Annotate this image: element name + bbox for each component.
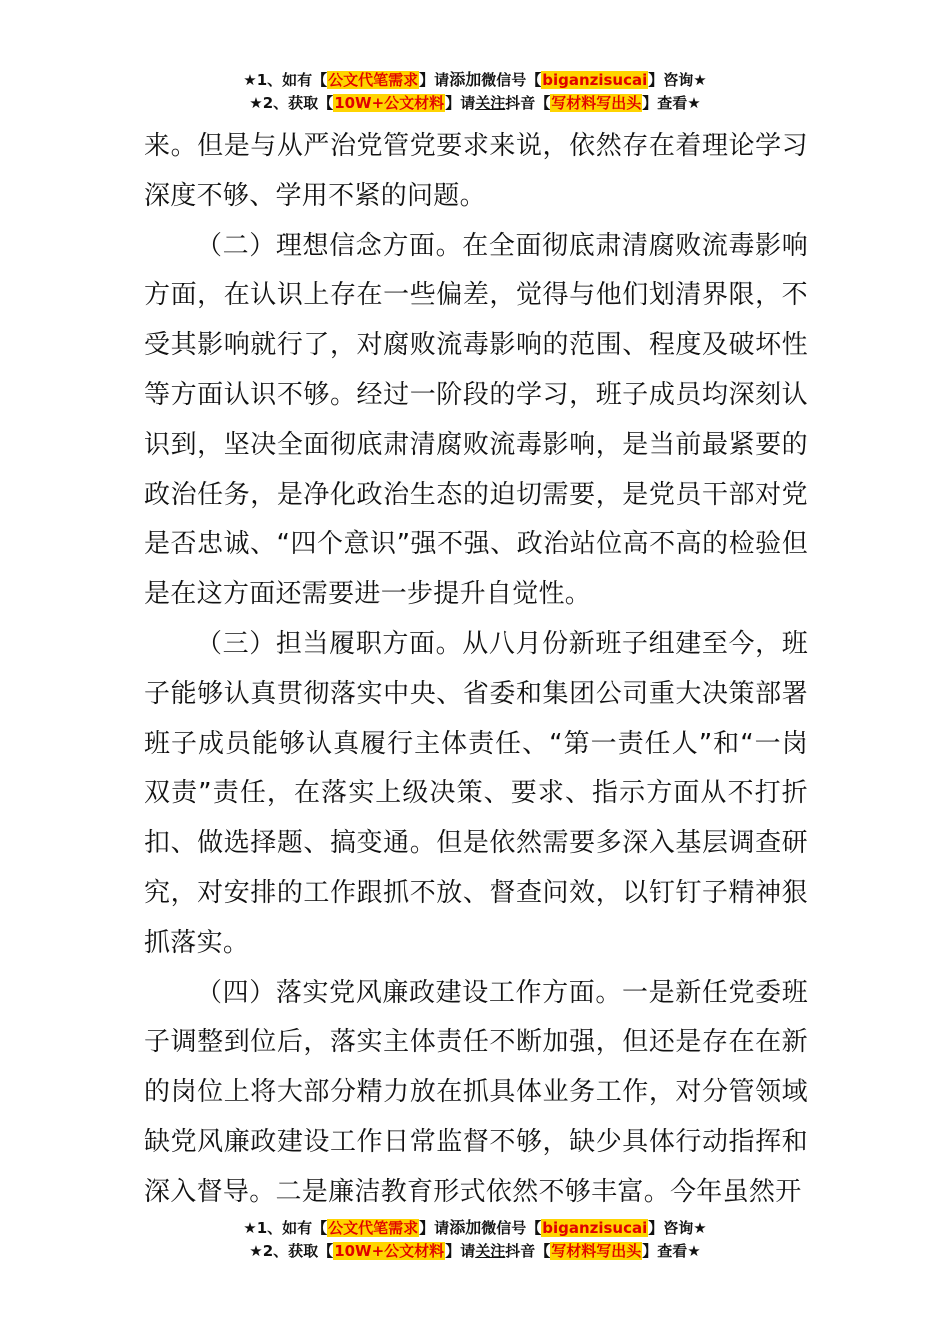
banner-emphasis: 关注 [475, 1242, 506, 1260]
document-body [144, 122, 808, 1218]
highlight-tag: 公文代笔需求 [328, 71, 419, 89]
banner-text: 微信号【 [481, 71, 542, 89]
banner-line-2 [0, 92, 950, 115]
paragraph-duty-performance: （三）担当履职方面。从八月份新班子组建至今，班子能够认真贯彻落实中央、省委和集团公司重大决策部署班子成员能够认真履行主体责任、“第一责任人”和“一岗双责”责任，在落实上级决策、要求、指示方面从不打折扣、做选择题、搞变通。但是依然需要多深入基层调查研究，对安排的工作跟抓不放、督查问效，以钉钉子精神狠抓落实。 [144, 628, 808, 958]
highlight-tag: 10W+公文材料 [334, 1242, 445, 1260]
banner-text: 】请 [419, 1219, 450, 1237]
banner-text: 】请 [419, 71, 450, 89]
banner-text: 抖音【 [505, 94, 551, 112]
banner-text: 】请 [445, 1242, 476, 1260]
banner-text: 】咨询★ [648, 1219, 707, 1237]
paragraph-ideals-beliefs: （二）理想信念方面。在全面彻底肃清腐败流毒影响方面，在认识上存在一些偏差，觉得与他们划清界限，不受其影响就行了，对腐败流毒影响的范围、程度及破坏性等方面认识不够。经过一阶段的学习，班子成员均深刻认识到，坚决全面彻底肃清腐败流毒影响，是当前最紧要的政治任务，是净化政治生态的迫切需要，是党员干部对党是否忠诚、“四个意识”强不强、政治站位高不高的检验但是在这方面还需要进一步提升自觉性。 [144, 230, 808, 610]
banner-text: 】查看★ [642, 94, 701, 112]
banner-line-1 [0, 68, 950, 92]
footer-banner [0, 1216, 950, 1263]
highlight-tag: 10W+公文材料 [334, 94, 445, 112]
banner-line-1 [0, 1216, 950, 1240]
banner-text: 抖音【 [505, 1242, 551, 1260]
douyin-account-tag: 写材料写出头 [551, 1242, 642, 1260]
banner-emphasis: 关注 [475, 94, 506, 112]
banner-emphasis: 添加 [449, 70, 482, 89]
paragraph-continuation: 来。但是与从严治党管党要求来说，依然存在着理论学习深度不够、学用不紧的问题。 [144, 131, 808, 211]
header-banner [0, 68, 950, 115]
banner-emphasis: 添加 [449, 1218, 482, 1237]
wechat-id-tag: biganzisucai [542, 71, 648, 89]
banner-text: 】查看★ [642, 1242, 701, 1260]
banner-text: ★1、如有【 [243, 1219, 328, 1237]
wechat-id-tag: biganzisucai [542, 1219, 648, 1237]
banner-line-2 [0, 1240, 950, 1263]
paragraph-clean-governance: （四）落实党风廉政建设工作方面。一是新任党委班子调整到位后，落实主体责任不断加强，但还是存在在新的岗位上将大部分精力放在抓具体业务工作，对分管领域缺党风廉政建设工作日常监督不够，缺少具体行动指挥和深入督导。二是廉洁教育形式依然不够丰富。今年虽然开 [144, 977, 808, 1207]
banner-text: ★1、如有【 [243, 71, 328, 89]
banner-text: 】请 [445, 94, 476, 112]
banner-text: 】咨询★ [648, 71, 707, 89]
banner-text: ★2、获取【 [249, 1242, 334, 1260]
douyin-account-tag: 写材料写出头 [551, 94, 642, 112]
banner-text: 微信号【 [481, 1219, 542, 1237]
highlight-tag: 公文代笔需求 [328, 1219, 419, 1237]
banner-text: ★2、获取【 [249, 94, 334, 112]
